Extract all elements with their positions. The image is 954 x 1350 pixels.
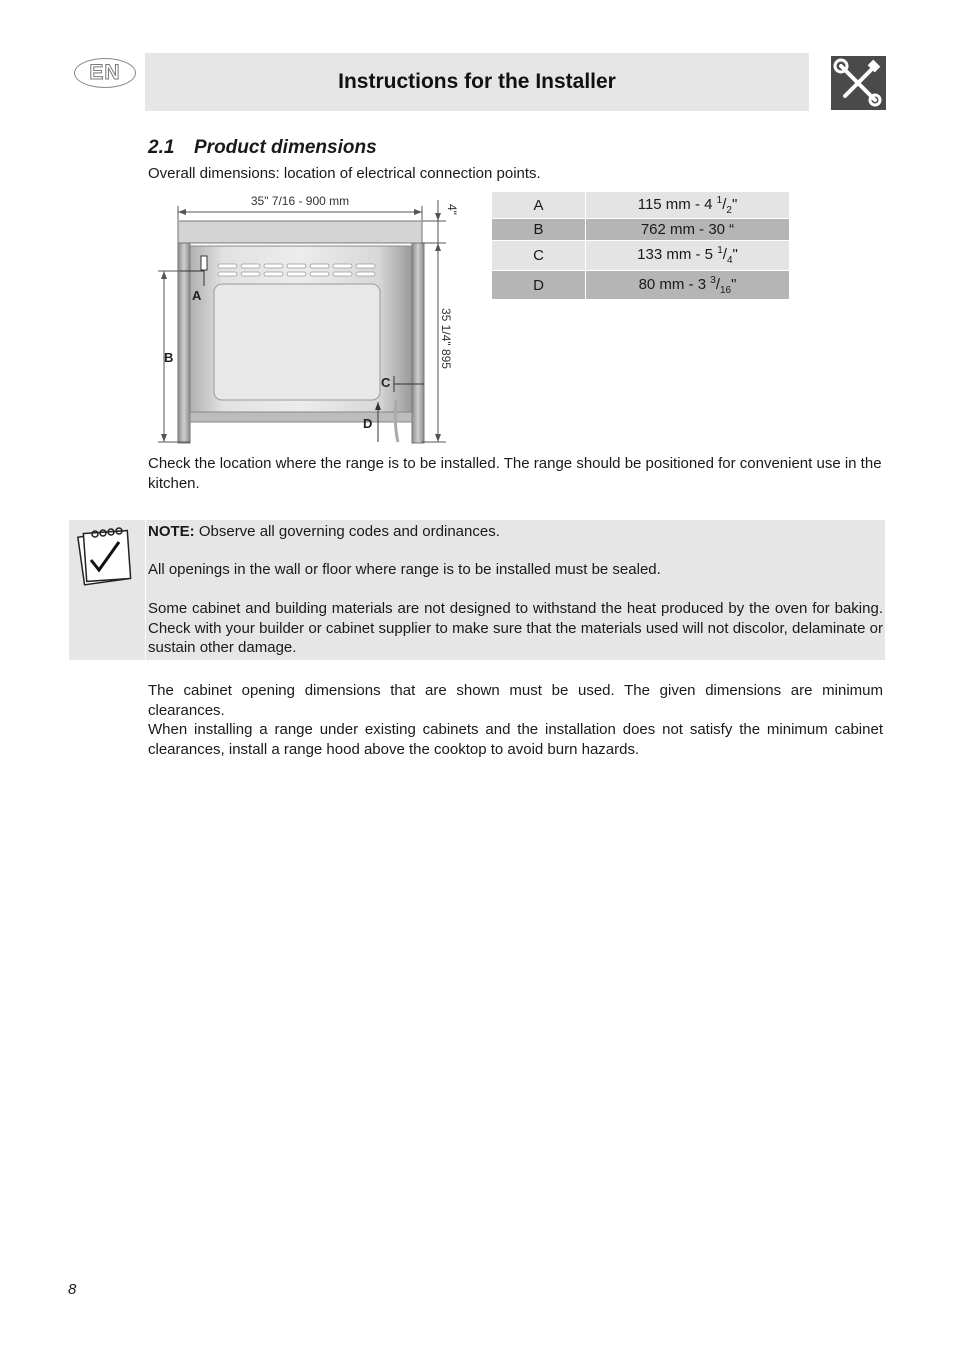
note-line-3: Some cabinet and building materials are not designed to withstand the heat produced by the oven for baking. Check with your builder or cabinet supplier to make sure that the materials used will not discolor, delaminate or sustain other damage. [148, 600, 883, 656]
note-box [69, 520, 885, 660]
location-paragraph: Check the location where the range is to be installed. The range should be positioned for convenient use in the kitchen. [148, 455, 882, 492]
note-line-2: All openings in the wall or floor where range is to be installed must be sealed. [148, 561, 661, 578]
section-intro: Overall dimensions: location of electrical connection points. [148, 165, 541, 182]
table-cell-value: 762 mm - 30 “ [586, 219, 790, 241]
label-c: C [381, 375, 391, 390]
table-row [492, 219, 790, 241]
cabinet-paragraph-1: The cabinet opening dimensions that are shown must be used. The given dimensions are minimum clearances. [148, 682, 883, 719]
label-a: A [192, 288, 202, 303]
height-dimension-label: 35 1/4" 895 [439, 308, 453, 369]
header-title: Instructions for the Installer [338, 70, 616, 93]
section-title-text: Product dimensions [194, 137, 377, 158]
table-cell-key: D [492, 271, 586, 300]
label-d: D [363, 416, 373, 431]
wrench-screwdriver-icon [831, 56, 886, 110]
dimensions-table [491, 191, 790, 300]
table-row [492, 192, 790, 219]
table-row [492, 241, 790, 271]
table-cell-value: 115 mm - 4 $^1/_2$" [586, 192, 790, 219]
width-dimension-label: 35" 7/16 - 900 mm [250, 194, 350, 208]
notepad-check-icon [69, 520, 146, 660]
section-title [148, 137, 377, 159]
note-line-1: NOTE: Observe all governing codes and ordinances. [148, 523, 500, 540]
table-row [492, 271, 790, 300]
table-cell-value: 80 mm - 3 $^3/_{16}$" [586, 271, 790, 300]
section-number: 2.1 [148, 137, 175, 158]
top-dimension-label: 4" [445, 204, 459, 215]
page-header [145, 53, 809, 111]
table-cell-key: A [492, 192, 586, 219]
label-b: B [164, 350, 174, 365]
note-label: NOTE: [148, 523, 195, 540]
dimensions-diagram [150, 190, 460, 451]
language-badge: EN [74, 58, 136, 88]
table-cell-key: B [492, 219, 586, 241]
page-number: 8 [68, 1281, 77, 1298]
table-cell-value: 133 mm - 5 $^1/_4$" [586, 241, 790, 271]
cabinet-paragraph-2: When installing a range under existing cabinets and the installation does not satisfy the minimum cabinet clearances, install a range hood above the cooktop to avoid burn hazards. [148, 721, 883, 758]
table-cell-key: C [492, 241, 586, 271]
